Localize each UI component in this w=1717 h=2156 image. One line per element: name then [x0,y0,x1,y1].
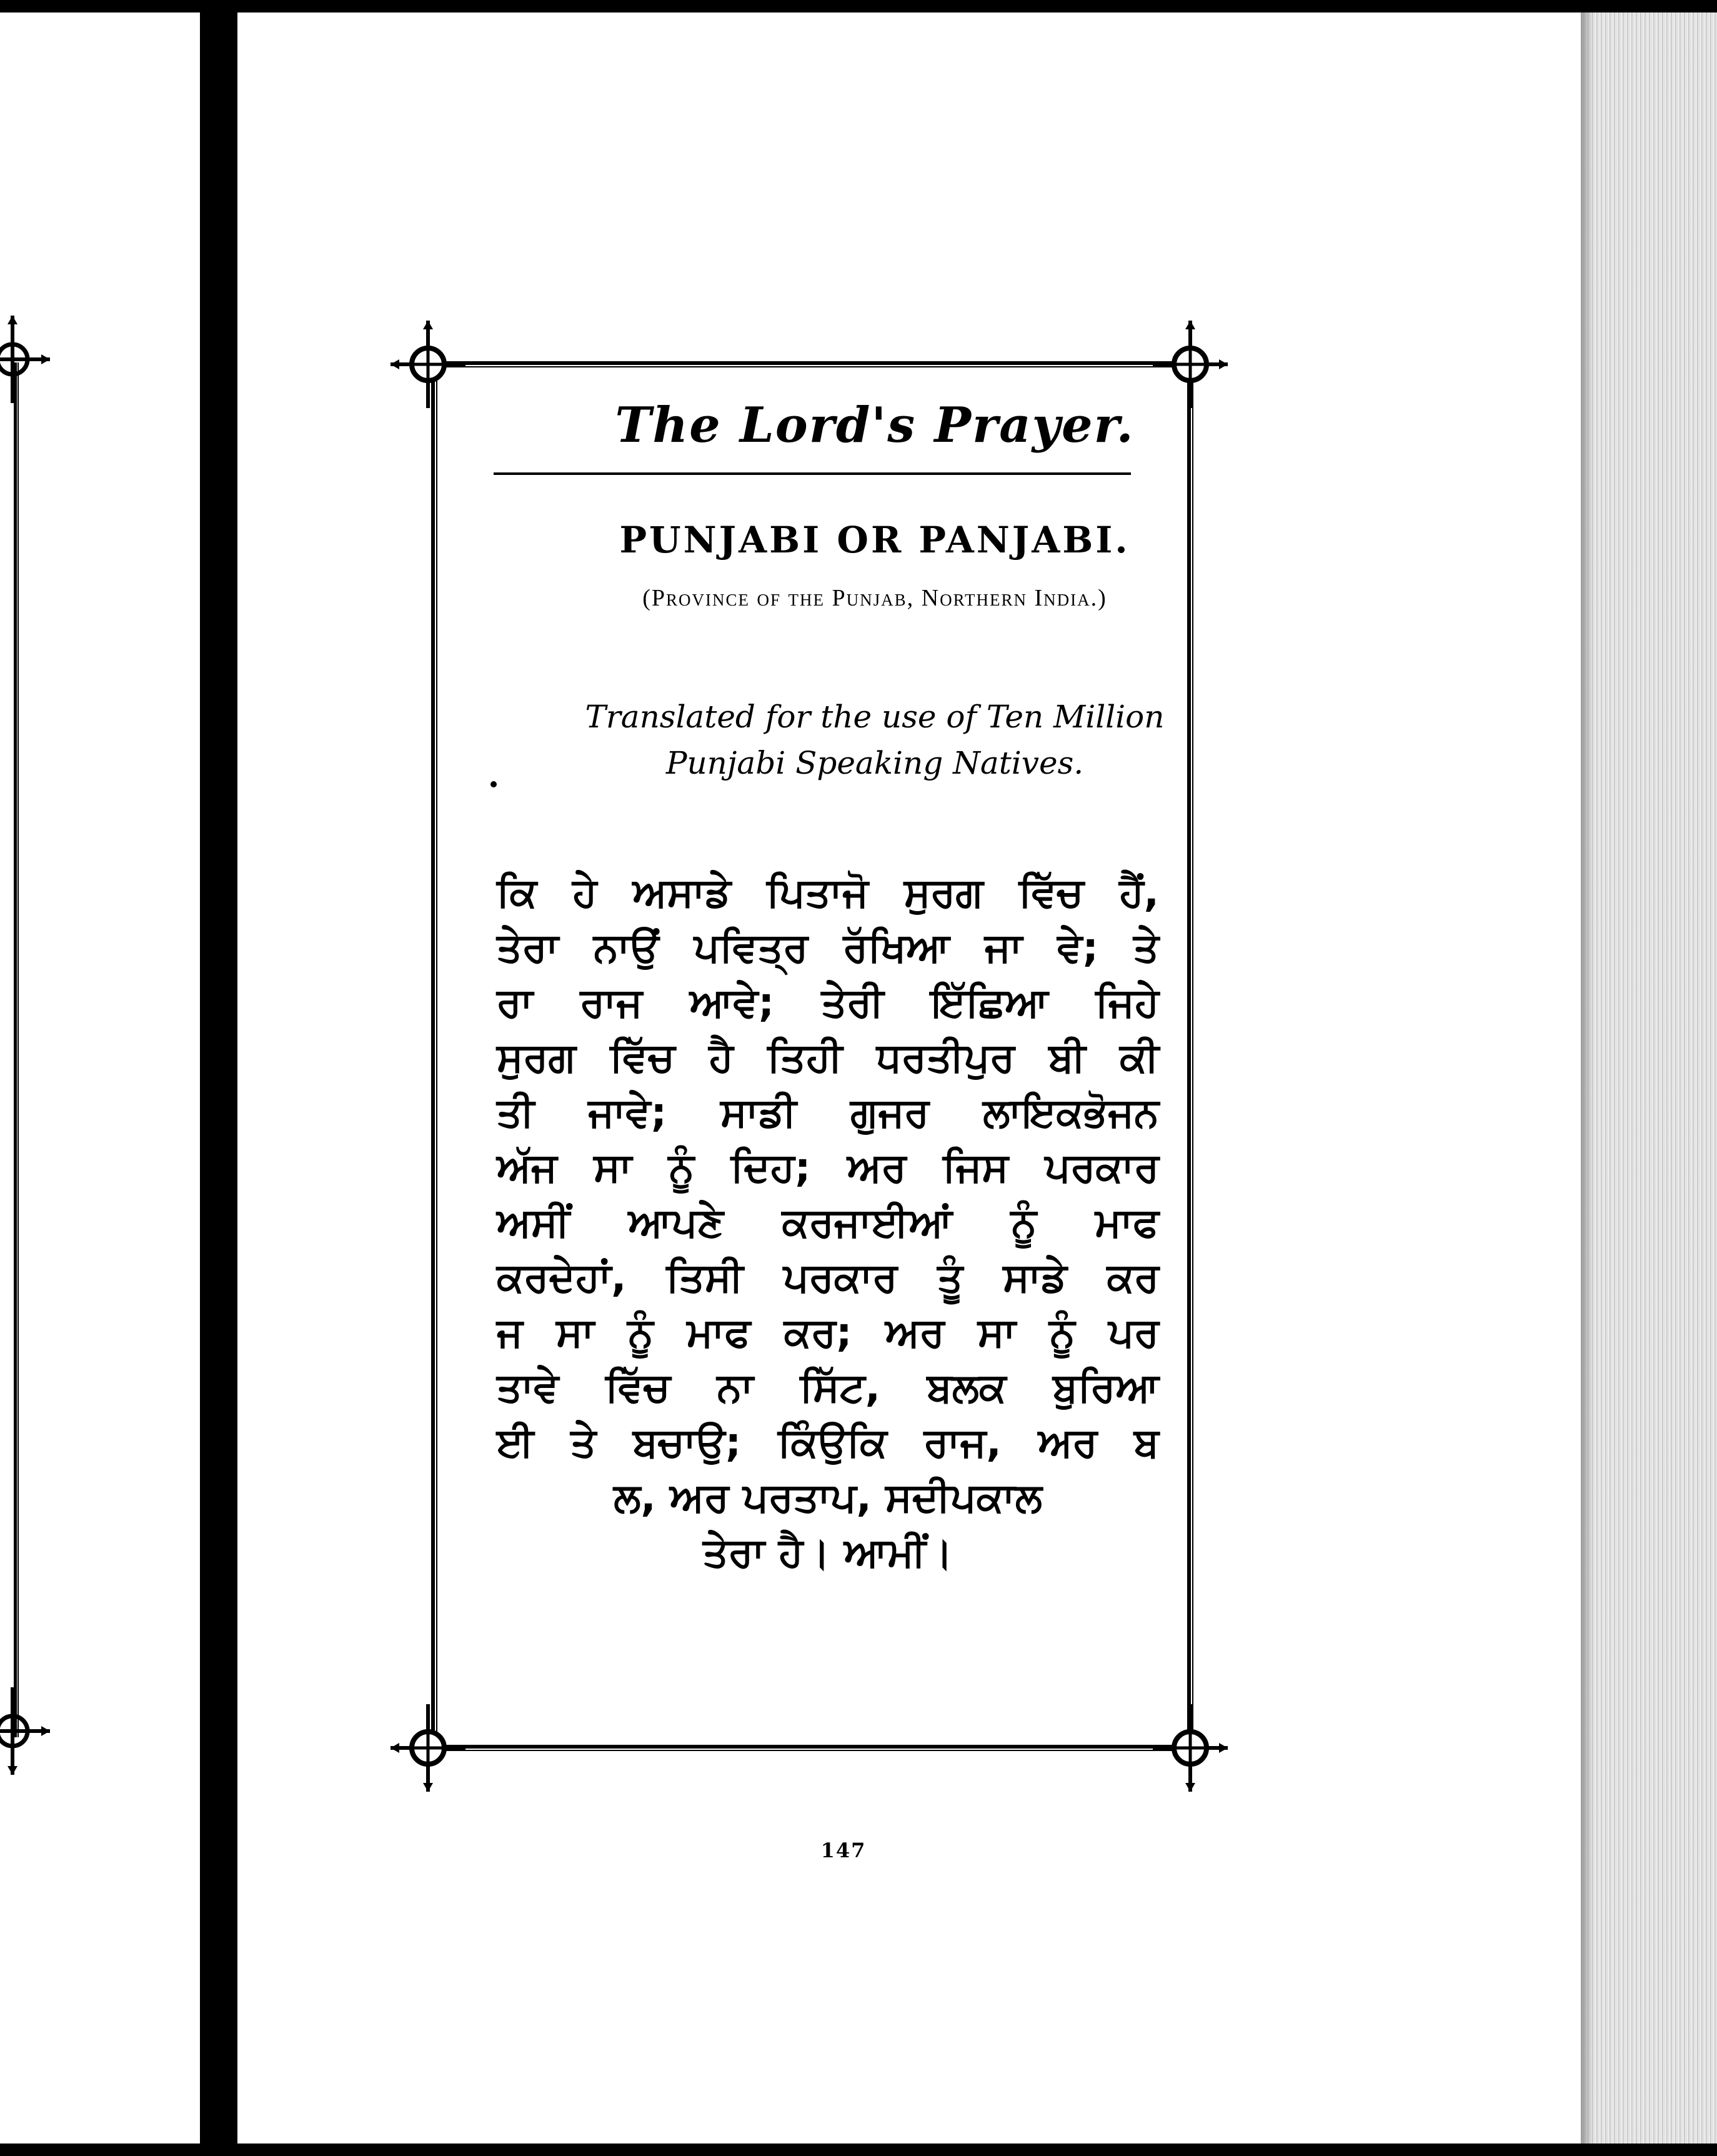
prayer-line: ਤੇਰਾ ਹੈ। ਆਮੀਂ। [702,1530,953,1576]
translation-note-line: Translated for the use of Ten Million [585,699,1165,735]
prayer-line: ਤੇਰਾ ਨਾਉਂ ਪਵਿਤ੍ਰ ਰੱਖਿਆ ਜਾ ਵੇ; ਤੇ [497,925,1159,971]
page-number: 147 [820,1839,867,1862]
page-edges [1581,12,1717,2144]
prayer-line: ਤਾਵੇ ਵਿੱਚ ਨਾ ਸਿੱਟ, ਬਲਕ ਬੁਰਿਆ [497,1365,1159,1411]
prayer-line: ਅਸੀਂ ਆਪਣੇ ਕਰਜਾਈਆਂ ਨੂੰ ਮਾਫ [497,1200,1159,1246]
frame-left-line [431,364,437,1748]
language-heading: PUNJABI OR PANJABI. [619,519,1130,561]
print-speck [490,781,497,787]
translation-note-line: Punjabi Speaking Natives. [665,745,1084,781]
book-gutter [200,12,237,2144]
prayer-line: ਅੱਜ ਸਾ ਨੂੰ ਦਿਹ; ਅਰ ਜਿਸ ਪਰਕਾਰ [497,1145,1159,1191]
prayer-line: ਈ ਤੇ ਬਚਾਉ; ਕਿੰਉਕਿ ਰਾਜ, ਅਰ ਬ [497,1420,1159,1466]
frame-bottom-right-ornament-icon [1153,1704,1228,1792]
frame-top-left-ornament-icon [391,321,465,408]
province-subtitle: (Province of the Punjab, Northern India.) [642,585,1107,611]
prayer-line: ਜ ਸਾ ਨੂੰ ਮਾਫ ਕਰ; ਅਰ ਸਾ ਨੂੰ ਪਰ [497,1310,1159,1356]
frame-top-line [431,361,1193,367]
frame-right-line [1187,364,1193,1748]
page-edges-shadow [1581,12,1593,2144]
translation-note [475,694,1275,786]
left-page-border [14,362,19,1737]
prayer-line: ਸੁਰਗ ਵਿੱਚ ਹੈ ਤਿਹੀ ਧਰਤੀਪੁਰ ਬੀ ਕੀ [497,1035,1159,1081]
left-bottom-ornament-icon [0,1687,50,1775]
frame-bottom-left-ornament-icon [391,1704,465,1792]
header-rule [494,472,1131,475]
frame-bottom-line [431,1745,1193,1751]
prayer-line: ਤੀ ਜਾਵੇ; ਸਾਡੀ ਗੁਜਰ ਲਾਇਕਭੋਜਨ [497,1090,1159,1136]
frame-top-right-ornament-icon [1153,321,1228,408]
prayer-text-block [497,866,1159,1580]
prayer-line: ਕਿ ਹੇ ਅਸਾਡੇ ਪਿਤਾਜੋ ਸੁਰਗ ਵਿੱਚ ਹੈਂ, [497,870,1159,916]
prayer-line: ਕਰਦੇਹਾਂ, ਤਿਸੀ ਪਰਕਾਰ ਤੂੰ ਸਾਡੇ ਕਰ [497,1255,1159,1301]
prayer-line: ਰਾ ਰਾਜ ਆਵੇ; ਤੇਰੀ ਇੱਛਿਆ ਜਿਹੇ [497,980,1159,1026]
prayer-line: ਲ, ਅਰ ਪਰਤਾਪ, ਸਦੀਪਕਾਲ [614,1475,1042,1521]
left-top-ornament-icon [0,316,50,403]
page-header-title: The Lord's Prayer. [615,397,1135,454]
